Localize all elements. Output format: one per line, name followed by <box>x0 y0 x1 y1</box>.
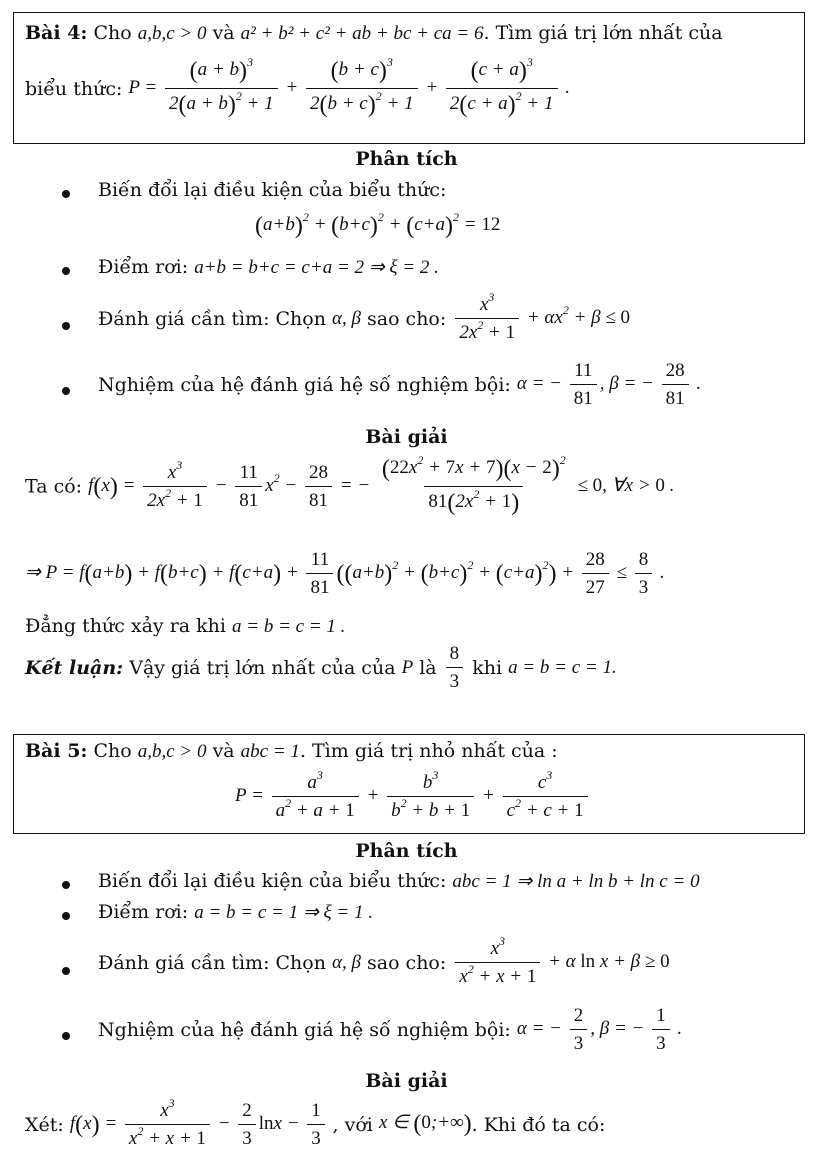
solution-2-line-1: Xét: f(x) = $\frac{x^3}{x^2 + x + 1}$ − $\frac{2}{3}$ lnx − $\frac{1}{3}$ , với x ∈ (0;+∞). Khi đó ta có: <box>25 1096 606 1149</box>
bullet <box>62 322 70 330</box>
analysis-2-item-1: Biến đổi lại điều kiện của biểu thức: abc = 1 ⇒ ln a + ln b + ln c = 0 <box>98 870 700 892</box>
problem-4-label: Bài 4: <box>25 22 88 44</box>
problem-5-p-expression: P = $\frac{a^3}{a^2 + a + 1}$ + $\frac{b^3}{b^2 + b + 1}$ + $\frac{c^3}{c^2 + c + 1}$ <box>235 772 591 822</box>
solution-1-heading: Bài giải <box>365 426 448 448</box>
analysis-2-item-3: Đánh giá cần tìm: Chọn α, β sao cho: $\frac{x^3}{x^2 + x + 1}$ + α ln x + β ≥ 0 <box>98 934 670 987</box>
problem-5-label: Bài 5: <box>25 740 88 762</box>
bullet <box>62 912 70 920</box>
bullet <box>62 267 70 275</box>
conclusion-label: Kết luận: <box>25 656 124 679</box>
bullet <box>62 881 70 889</box>
bullet <box>62 190 70 198</box>
problem-5-constraint: abc = 1 <box>240 741 300 762</box>
solution-1-line-2: ⇒ P = f(a+b) + f(b+c) + f(c+a) + $\frac{11}{81}$ $((a+b)^2 + (b+c)^2 + (c+a)^2)$ + $\frac{28}{27}$ ≤ $\frac{8}{3}$ . <box>25 549 665 598</box>
problem-4-p-expression: P = $\frac{(a + b)^3}{2(a + b)^2 + 1}$ + $\frac{(b + c)^3}{2(b + c)^2 + 1}$ + $\frac{(c + a)^3}{2(c + a)^2 + 1}$ . <box>128 55 570 118</box>
bullet <box>62 1032 70 1040</box>
problem-4-condition-positive: a,b,c > 0 <box>137 23 207 44</box>
bullet <box>62 387 70 395</box>
solution-2-heading: Bài giải <box>365 1070 448 1092</box>
solution-1-conclusion: Kết luận: Vậy giá trị lớn nhất của của P là $\frac{8}{3}$ khi a = b = c = 1. <box>25 643 617 692</box>
analysis-2-item-4: Nghiệm của hệ đánh giá hệ số nghiệm bội: α = − $\frac{2}{3}$ , β = − $\frac{1}{3}$ . <box>98 1005 683 1054</box>
analysis-1-item-1-equation: $(a+b)^2 + (b+c)^2 + (c+a)^2 = 12$ <box>255 210 501 239</box>
analysis-1-item-3: Đánh giá cần tìm: Chọn α, β sao cho: $\frac{x^3}{2x^2 + 1}$ + $\alpha x^2 + \beta \le 0$ <box>98 290 631 343</box>
problem-4-expression-row: biểu thức: P = $\frac{(a + b)^3}{2(a + b)^2 + 1}$ + $\frac{(b + c)^3}{2(b + c)^2 + 1}$ + $\frac{(c + a)^3}{2(c + a)^2 + 1}$ . <box>25 55 570 118</box>
problem-5-statement: Bài 5: Cho a,b,c > 0 và abc = 1. Tìm giá trị nhỏ nhất của : <box>25 740 558 762</box>
analysis-1-heading: Phân tích <box>355 148 458 170</box>
analysis-1-item-2: Điểm rơi: a+b = b+c = c+a = 2 ⇒ ξ = 2 . <box>98 256 439 278</box>
bullet <box>62 967 70 975</box>
solution-1-line-1: Ta có: f(x) = $\frac{x^3}{2x^2 + 1}$ − $\frac{11}{81}$ $x^2$ − $\frac{28}{81}$ = − $\frac{(22x^2 + 7x + 7)(x - 2)^2}{81(2x^2 + 1)}$ ≤ 0, ∀x > 0 . <box>25 453 675 516</box>
problem-4-constraint: a² + b² + c² + ab + bc + ca = 6 <box>240 23 484 44</box>
analysis-1-item-4: Nghiệm của hệ đánh giá hệ số nghiệm bội: α = − $\frac{11}{81}$ , β = − $\frac{28}{81}$ . <box>98 360 702 409</box>
problem-4-statement: Bài 4: Cho a,b,c > 0 và a² + b² + c² + ab + bc + ca = 6. Tìm giá trị lớn nhất của <box>25 22 723 44</box>
analysis-2-item-2: Điểm rơi: a = b = c = 1 ⇒ ξ = 1 . <box>98 901 373 923</box>
analysis-2-heading: Phân tích <box>355 840 458 862</box>
analysis-1-item-1: Biến đổi lại điều kiện của biểu thức: <box>98 179 447 201</box>
solution-1-line-3: Đẳng thức xảy ra khi a = b = c = 1 . <box>25 615 346 637</box>
